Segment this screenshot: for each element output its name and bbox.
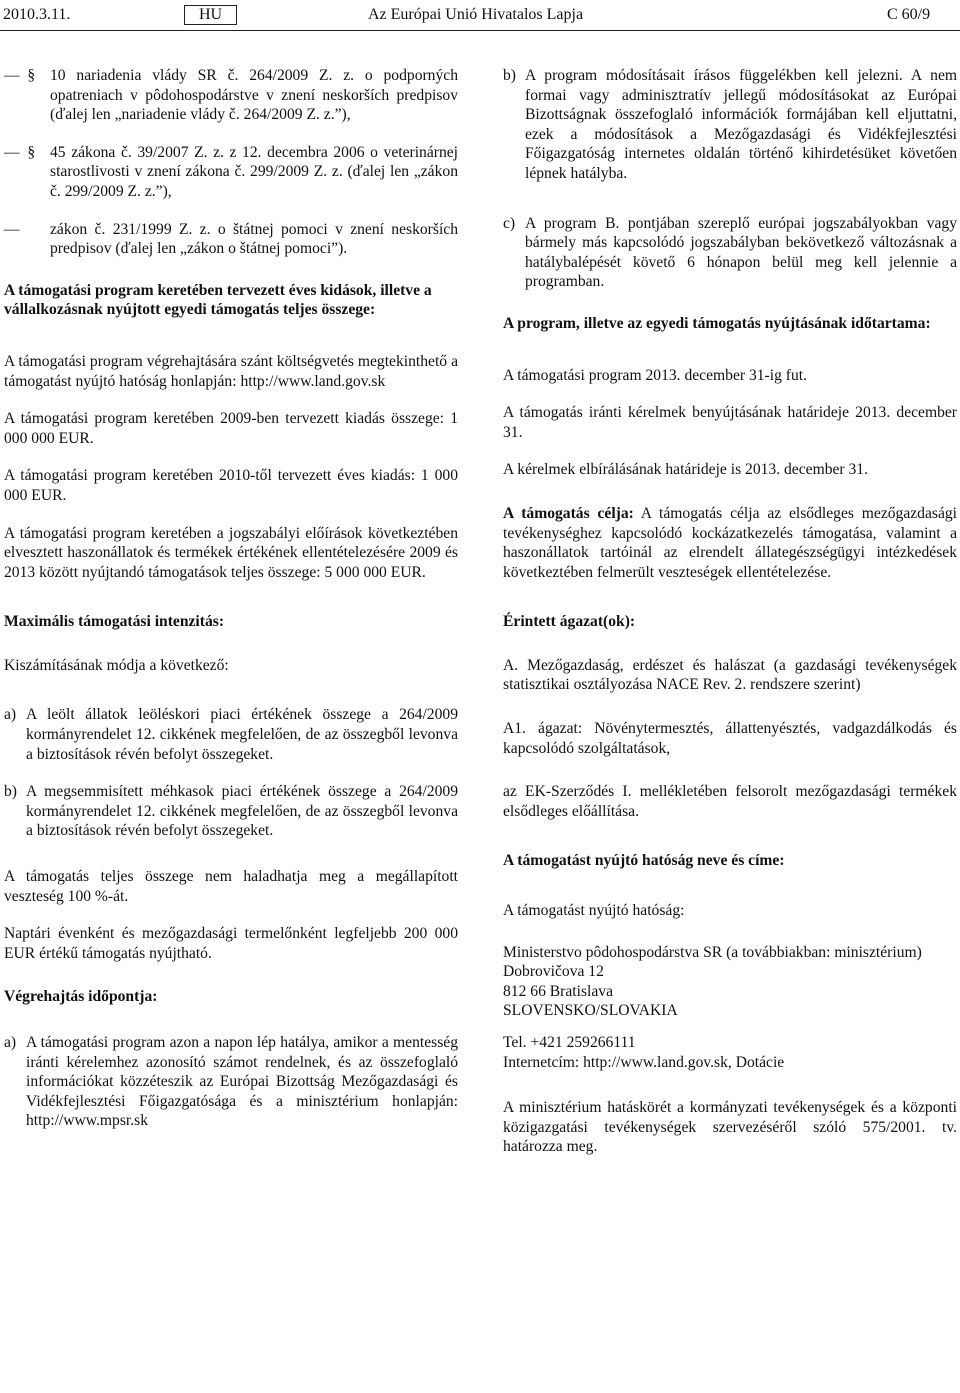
duration-heading: A program, illetve az egyedi támogatás nyújtásának időtartama: [503, 314, 931, 332]
authority-website: Internetcím: http://www.land.gov.sk, Dotácie [503, 1053, 785, 1071]
total-limit-paragraph: A támogatás teljes összege nem haladhatja meg a megállapított veszteség 100 %-át. [4, 868, 458, 905]
legal-basis-item [4, 220, 458, 259]
authority-heading: A támogatást nyújtó hatóság neve és címe: [503, 852, 785, 870]
em-dash-marker: — § [4, 143, 36, 161]
budget-heading: A támogatási program keretében tervezett éves kidások, illetve a vállalkozásnak nyújtott egyedi támogatás teljes összege: [4, 281, 432, 319]
budget-paragraph: A támogatási program keretében 2009-ben tervezett kiadás összege: 1 000 000 EUR. [4, 410, 458, 447]
left-column [4, 66, 458, 1131]
authority-name: Ministerstvo pôdohospodárstva SR (a továbbiakban: minisztérium) [503, 943, 922, 961]
sector-paragraph: A. Mezőgazdaság, erdészet és halászat (a gazdasági tevékenységek statisztikai osztályozása NACE Rev. 2. rendszere szerint) [503, 656, 957, 694]
legal-basis-item [4, 143, 458, 202]
page-header [0, 0, 960, 30]
legal-basis-item [4, 66, 458, 125]
em-dash-marker: — [4, 220, 20, 238]
right-item-c [503, 214, 957, 292]
language-code-badge: HU [184, 5, 237, 25]
implementation-date-heading: Végrehajtás időpontja: [4, 988, 158, 1006]
right-item-text: A program B. pontjában szereplő európai jogszabályokban vagy bármely más kapcsolódó jogszabályban bekövetkező változásnak a hatálybalépését követő 6 hónapon belül meg kell jelennie a programban. [525, 214, 957, 291]
aim-label: A támogatás célja: [503, 504, 634, 522]
authority-intro: A támogatást nyújtó hatóság: [503, 902, 685, 920]
authority-city: 812 66 Bratislava [503, 982, 614, 1000]
aim-text: A támogatás célja az elsődleges mezőgazdasági tevékenységhez kapcsolódó kockázatkezelés támogatása, valamint a haszonállatok tartóinál az elrendelt állategészségügyi intézkedések következtében felmerült veszteségek ellentételezése. [503, 504, 958, 581]
annual-limit-paragraph: Naptári évenként és mezőgazdasági termelőnként legfeljebb 200 000 EUR értékű támogatás nyújtható. [4, 925, 458, 962]
item-marker: b) [503, 67, 516, 84]
date-item-text: A támogatási program azon a napon lép hatálya, amikor a mentesség iránti kérelemhez azonosító számot rendelnek, és az összefoglaló információkat közzéteszik az Európai Bizottság Mezőgazdasági és Vidékfejlesztési Főigazgatósága és a minisztérium honlapján: http://www.mpsr.sk [26, 1034, 458, 1130]
right-column [503, 66, 957, 1157]
authority-phone: Tel. +421 259266111 [503, 1034, 636, 1051]
budget-paragraph: A támogatási program keretében 2010-től tervezett éves kiadás: 1 000 000 EUR. [4, 467, 458, 504]
legal-basis-text: 45 zákona č. 39/2007 Z. z. z 12. decembra 2006 o veterinárnej starostlivosti v znení zákona č. 299/2009 Z. z. (ďalej len „zákon č. 299/2009 Z. z.”), [50, 143, 458, 200]
em-dash-marker: — § [4, 67, 36, 84]
journal-title: Az Európai Unió Hivatalos Lapja [368, 6, 584, 23]
sector-paragraph: A1. ágazat: Növénytermesztés, állattenyésztés, vadgazdálkodás és kapcsolódó szolgáltatások, [503, 720, 957, 757]
budget-paragraph: A támogatási program végrehajtására szánt költségvetés megtekinthető a támogatást nyújtó hatóság honlapján: http://www.land.gov.sk [4, 352, 458, 390]
aim-paragraph [503, 504, 957, 582]
calc-item-a [4, 705, 458, 764]
duration-paragraph: A támogatási program 2013. december 31-ig fut. [503, 366, 807, 384]
authority-country: SLOVENSKO/SLOVAKIA [503, 1002, 678, 1020]
item-marker: c) [503, 214, 516, 232]
header-rule [0, 30, 960, 31]
publication-date: 2010.3.11. [3, 6, 71, 23]
calc-item-text: A leölt állatok leöléskori piaci értékének összege a 264/2009 kormányrendelet 12. cikkének megfelelően, de az összegből levonva a biztosítások révén befolyt összegeket. [26, 706, 458, 763]
item-marker: b) [4, 783, 17, 801]
right-item-b [503, 66, 957, 184]
intensity-heading: Maximális támogatási intenzitás: [4, 613, 225, 631]
right-item-text: A program módosításait írásos függelékben kell jelezni. A nem formai vagy adminisztratív jellegű módosításokat az Európai Bizottságnak összefoglaló információk formájában kell eljuttatni, ezek a módosítások a Mezőgazdasági és Vidékfejlesztési Főigazgatóság internetes oldalán történő kihirdetésüket követően lépnek hatályba. [525, 67, 957, 182]
page-number: C 60/9 [887, 6, 931, 23]
legal-basis-text: 10 nariadenia vlády SR č. 264/2009 Z. z. o podporných opatreniach v pôdohospodárstve v znení neskorších predpisov (ďalej len „nariadenie vlády č. 264/2009 Z. z.”), [50, 67, 458, 124]
calc-item-text: A megsemmisített méhkasok piaci értékének összege a 264/2009 kormányrendelet 12. cikkének megfelelően, de az összegből levonva a biztosítások révén befolyt összegeket. [26, 783, 458, 840]
duration-paragraph: A támogatás iránti kérelmek benyújtásának határideje 2013. december 31. [503, 404, 957, 441]
item-marker: a) [4, 706, 17, 724]
date-item-a [4, 1033, 458, 1131]
authority-street: Dobrovičova 12 [503, 963, 604, 981]
calc-intro: Kiszámításának módja a következő: [4, 656, 229, 674]
budget-paragraph: A támogatási program keretében a jogszabályi előírások következtében elvesztett haszonállatok és termékek értékének ellentételezésére 2009 és 2013 között nyújtandó támogatások teljes összege: 5 000 000 EUR. [4, 524, 458, 581]
authority-note: A minisztérium hatáskörét a kormányzati tevékenységek és a központi közigazgatási tevékenységek szervezéséről szóló 575/2001. tv. határozza meg. [503, 1099, 957, 1156]
duration-paragraph: A kérelmek elbírálásának határideje is 2013. december 31. [503, 461, 869, 479]
sector-heading: Érintett ágazat(ok): [503, 613, 636, 631]
sector-paragraph: az EK-Szerződés I. mellékletében felsorolt mezőgazdasági termékek elsődleges előállítása. [503, 783, 957, 820]
calc-item-b [4, 782, 458, 841]
item-marker: a) [4, 1034, 17, 1051]
legal-basis-text: zákon č. 231/1999 Z. z. o štátnej pomoci v znení neskorších predpisov (ďalej len „zákon o štátnej pomoci”). [50, 220, 458, 258]
